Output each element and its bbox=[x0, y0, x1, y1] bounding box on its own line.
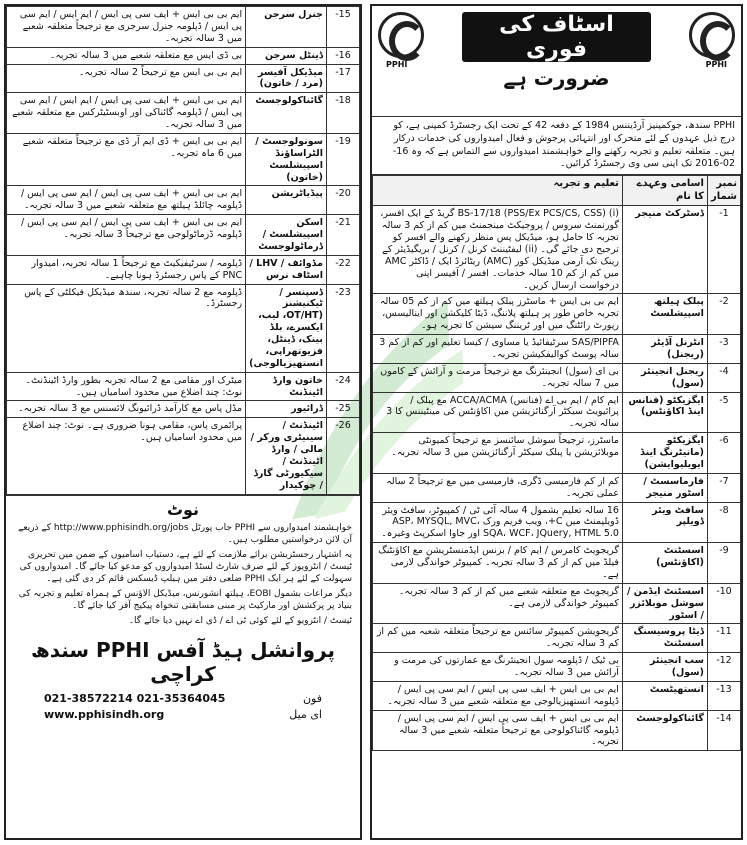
cell-post: سافٹ ویئر ڈویلپر bbox=[622, 502, 707, 543]
cell-edu: مڈل پاس مع کارآمد ڈرائیونگ لائسنس مع 3 سالہ تجربہ۔ bbox=[7, 401, 246, 418]
cell-num: 24- bbox=[327, 372, 360, 401]
cell-num: 8- bbox=[707, 502, 740, 543]
table-row bbox=[7, 401, 360, 418]
note-item: ٹیسٹ / انٹرویو کے لئے کوئی ٹی اے / ڈی اے نہیں دیا جائے گا۔ bbox=[128, 616, 352, 627]
table-row bbox=[7, 93, 360, 134]
contact-info bbox=[14, 692, 352, 721]
table-row bbox=[7, 255, 360, 284]
cell-edu: ایم بی بی ایس مع ترجیحاً 2 سالہ تجربہ۔ bbox=[7, 64, 246, 93]
cell-num: 23- bbox=[327, 284, 360, 372]
table-row bbox=[7, 372, 360, 401]
email-label: ای میل bbox=[289, 707, 322, 721]
cell-edu: ایم بی بی ایس + ایف سی پی ایس / ایم سی پی ایس / ڈپلومہ چائلڈ ہیلتھ مع متعلقہ شعبے میں 3 سالہ تجربہ۔ bbox=[7, 186, 246, 215]
website-link[interactable]: www.pphisindh.org bbox=[44, 707, 165, 721]
cell-post: میڈیکل آفیسر (مرد / خاتون) bbox=[246, 64, 327, 93]
cell-post: اٹینڈنٹ / سینیٹری ورکر / مالی / وارڈ اٹینڈنٹ / سیکیورٹی گارڈ / چوکیدار bbox=[246, 418, 327, 494]
cell-num: 7- bbox=[707, 473, 740, 502]
cell-num: 1- bbox=[707, 206, 740, 294]
table-row bbox=[7, 418, 360, 494]
cell-edu: ایم بی بی ایس + ڈی ایم آر ڈی مع ترجیحاً متعلقہ شعبے میں 6 ماہ تجربہ۔ bbox=[7, 133, 246, 186]
phone-numbers: 021-38572214 021-35364045 bbox=[44, 691, 226, 705]
cell-edu: بی ای (سول) انجینئرنگ مع ترجیحاً مرمت و آرائش کے کاموں میں 7 سالہ تجربہ۔ bbox=[373, 363, 623, 392]
cell-post: ایگزیکٹو (فنانس اینڈ اکاؤنٹس) bbox=[622, 392, 707, 433]
cell-post: انٹرنل آڈیٹر (ریجنل) bbox=[622, 335, 707, 364]
table-row bbox=[373, 681, 741, 710]
cell-edu: کم از کم فارمیسی ڈگری، فارمیسی میں مع ترجیحاً 2 سالہ عملی تجربہ۔ bbox=[373, 473, 623, 502]
cell-edu: SAS/PIPFA سرٹیفائیڈ یا مساوی / کیسا تعلیم اور کم از کم 3 سالہ پوسٹ کوالیفکیشن تجربہ۔ bbox=[373, 335, 623, 364]
cell-post: ایگزیکٹو (مانیٹرنگ اینڈ ایویلیوایشن) bbox=[622, 433, 707, 474]
cell-post: ڈرائیور bbox=[246, 401, 327, 418]
table-row bbox=[7, 133, 360, 186]
cell-edu: گریجویشن کمپیوٹر سائنس مع ترجیحاً متعلقہ شعبہ میں کم از کم 3 سالہ تجربہ۔ bbox=[373, 624, 623, 653]
note-item: خواہشمند امیدواروں سے PPHI جاب پورٹل http://www.pphisindh.org/jobs کے ذریعے آن لائن درخواستیں مطلوب ہیں۔ bbox=[18, 522, 352, 545]
table-row bbox=[7, 47, 360, 64]
cell-num: 17- bbox=[327, 64, 360, 93]
table-row bbox=[373, 433, 741, 474]
cell-post: اسسٹنٹ ایڈمن / سوشل موبلائزر / اسٹور bbox=[622, 583, 707, 624]
cell-num: 4- bbox=[707, 363, 740, 392]
cell-edu: ایم بی بی ایس + ایف سی پی ایس / ایم سی پی ایس / ڈپلومہ انستھیزیالوجی مع متعلقہ شعبے میں 3 سالہ تجربہ۔ bbox=[373, 681, 623, 710]
col-header-num: نمبر شمار bbox=[707, 176, 740, 206]
cell-edu: ڈپلومہ مع 2 سالہ تجربہ، سندھ میڈیکل فیکلٹی کے پاس رجسٹرڈ۔ bbox=[7, 284, 246, 372]
table-row bbox=[373, 624, 741, 653]
table-row bbox=[7, 215, 360, 256]
cell-num: 11- bbox=[707, 624, 740, 653]
table-row bbox=[373, 710, 741, 751]
logo-text: PPHI bbox=[705, 60, 727, 69]
cell-num: 12- bbox=[707, 653, 740, 682]
headline bbox=[462, 12, 651, 90]
cell-num: 14- bbox=[707, 710, 740, 751]
table-row bbox=[373, 363, 741, 392]
cell-post: فارماسسٹ / اسٹور منیجر bbox=[622, 473, 707, 502]
cell-num: 13- bbox=[707, 681, 740, 710]
cell-num: 6- bbox=[707, 433, 740, 474]
table-row bbox=[373, 335, 741, 364]
cell-post: جنرل سرجن bbox=[246, 7, 327, 48]
cell-num: 9- bbox=[707, 543, 740, 584]
ad-header bbox=[372, 6, 741, 117]
cell-num: 16- bbox=[327, 47, 360, 64]
cell-post: خاتون وارڈ اٹینڈنٹ bbox=[246, 372, 327, 401]
cell-edu: ایم بی بی ایس + ایف سی پی ایس / ایم ایس / ایم سی پی ایس / ڈپلومہ گائناکی اور اوبسٹیٹرکس مع متعلقہ شعبے میں 3 سالہ تجربہ۔ bbox=[7, 93, 246, 134]
positions-table bbox=[372, 175, 741, 751]
note-item: یہ اشتہار رجسٹریشن برائے ملازمت کے لئے ہے، دستیاب اسامیوں کے ضمن میں تحریری ٹیسٹ / انٹرویوز کے لئے صرف شارٹ لسٹڈ امیدواروں کو مدعو کیا جائے گا۔ امیدواروں کی سہولت کے لئے ہر ایک PPHI ضلعی دفتر میں ہیلپ ڈیسکس قائم کر دی گئی ہے۔ bbox=[19, 549, 352, 585]
cell-num: 20- bbox=[327, 186, 360, 215]
table-row bbox=[7, 7, 360, 48]
cell-edu: ایم کام / ایم بی اے (فنانس) ACCA/ACMA مع پبلک / پرائیویٹ سیکٹر آرگنائزیشن میں اکاؤنٹس کی مینٹیننس کا 3 سالہ تجربہ۔ bbox=[373, 392, 623, 433]
logo-text: PPHI bbox=[386, 60, 408, 69]
cell-num: 18- bbox=[327, 93, 360, 134]
headline-line2: ضرورت ہے bbox=[503, 66, 610, 90]
cell-post: ڈیٹا پروسیسنگ اسسٹنٹ bbox=[622, 624, 707, 653]
phone-label: فون bbox=[302, 691, 322, 705]
table-row bbox=[373, 583, 741, 624]
cell-num: 25- bbox=[327, 401, 360, 418]
cell-post: اسسٹنٹ (اکاؤنٹس) bbox=[622, 543, 707, 584]
cell-post: ریجنل انجینئر (سول) bbox=[622, 363, 707, 392]
cell-num: 2- bbox=[707, 294, 740, 335]
notes-section bbox=[6, 495, 360, 728]
cell-num: 19- bbox=[327, 133, 360, 186]
cell-num: 26- bbox=[327, 418, 360, 494]
cell-post: سب انجینئر (سول) bbox=[622, 653, 707, 682]
cell-post: ڈسپنسر / ٹیکنیشنز (OT/HT، لیب، ایکسرے، بلڈ بینک، ڈینٹل، فزیوتھراپی، انستھیزیالوجی) bbox=[246, 284, 327, 372]
table-row bbox=[7, 64, 360, 93]
cell-num: 15- bbox=[327, 7, 360, 48]
cell-edu: بی ٹیک / ڈپلومہ سول انجینئرنگ مع عمارتوں کی مرمت و آرائش میں 3 سالہ تجربہ۔ bbox=[373, 653, 623, 682]
col-header-edu: تعلیم و تجربہ bbox=[373, 176, 623, 206]
cell-edu: (i) BS-17/18 (PSS/Ex PCS/CS, CSS) گریڈ کے ایک افسر، گورنمنٹ سروس / پروجیکٹ مینجمنٹ میں کم از کم 3 سالہ تجربہ کا حامل ہو، میڈیکل پس منظر رکھنے والے افسر کو ترجیح دی جائے گی۔ (ii) لیفٹیننٹ کرنل / کرنل / بریگیڈیئر کے رینک تک آرمی میڈیکل کور (AMC) ریٹائرڈ ایک / ڈاکٹر AMC میں کم از کم 10 سالہ خدمات۔ افسر / آفیسر اپنی درخواست ارسال کریں۔ bbox=[373, 206, 623, 294]
notes-title: نوٹ bbox=[166, 499, 200, 519]
cell-post: ڈسٹرکٹ منیجر bbox=[622, 206, 707, 294]
cell-edu: ایم بی بی ایس + ایف سی پی ایس / ایم سی پی ایس / ڈپلومہ ڈرماٹولوجی مع ترجیحاً 3 سالہ تجربہ۔ bbox=[7, 215, 246, 256]
cell-edu: ایم بی بی ایس + ایف سی پی ایس / ایم سی پی ایس / ڈپلومہ گائناکولوجی مع ترجیحاً متعلقہ شعبے میں 3 سالہ تجربہ۔ bbox=[373, 710, 623, 751]
cell-edu: 16 سالہ تعلیم بشمول 4 سالہ آئی ٹی / کمپیوٹر، سافٹ ویئر ڈویلپمنٹ میں C+، ویب فریم ورک ASP، MYSQL, MVC، SQA، WCF، JQuery, HTML 5.0 اور جاوا اسکرپٹ وغیرہ۔ bbox=[373, 502, 623, 543]
table-row bbox=[373, 206, 741, 294]
positions-table-continued bbox=[6, 6, 360, 495]
cell-post: ڈینٹل سرجن bbox=[246, 47, 327, 64]
cell-post: مڈوائف / LHV / اسٹاف نرس bbox=[246, 255, 327, 284]
col-header-post: اسامی وعہدے کا نام bbox=[622, 176, 707, 206]
cell-edu: ڈپلومہ / سرٹیفیکیٹ مع ترجیحاً 1 سالہ تجربہ، امیدوار PNC کے پاس رجسٹرڈ ہونا چاہیے۔ bbox=[7, 255, 246, 284]
table-row bbox=[373, 294, 741, 335]
table-row bbox=[373, 473, 741, 502]
cell-post: سونولوجسٹ / الٹراساؤنڈ اسپیشلسٹ (خاتون) bbox=[246, 133, 327, 186]
table-row bbox=[373, 502, 741, 543]
cell-edu: ایم بی بی ایس + ایف سی پی ایس / ایم ایس / ایم سی پی ایس / ڈپلومہ جنرل سرجری مع ترجیحاً متعلقہ شعبے میں 3 سالہ تجربہ۔ bbox=[7, 7, 246, 48]
cell-edu: ماسٹرز، ترجیحاً سوشل سائنسز مع ترجیحاً کمیونٹی موبلائزیشن یا پبلک سیکٹر آرگنائزیشن میں 3 سالہ تجربہ۔ bbox=[373, 433, 623, 474]
cell-edu: ایم بی بی ایس + ماسٹرز پبلک ہیلتھ میں کم از کم 05 سالہ تجربہ خاص طور پر ہیلتھ پلاننگ، ڈیٹا کلیکشن اور اینالیسس، رپورٹ رائٹنگ میں اور ٹریننگ سیشن کا تجربہ ہو۔ bbox=[373, 294, 623, 335]
cell-edu: بی ڈی ایس مع متعلقہ شعبے میں 3 سالہ تجربہ۔ bbox=[7, 47, 246, 64]
cell-post: پیڈیاٹریشن bbox=[246, 186, 327, 215]
cell-post: انستھیٹسٹ bbox=[622, 681, 707, 710]
cell-post: اسکن اسپیشلسٹ / ڈرماٹولوجسٹ bbox=[246, 215, 327, 256]
table-row bbox=[373, 653, 741, 682]
pphi-logo-icon bbox=[689, 12, 735, 58]
table-row bbox=[7, 284, 360, 372]
intro-text: PPHI سندھ، جوکمپنیز آرڈیننس 1984 کے دفعہ 42 کے تحت ایک رجسٹرڈ کمپنی ہے، کو درج ذیل عہدوں کے لئے متحرک اور انتہائی پرجوش و فعال امیدواروں کی خدمات درکار ہیں۔ متعلقہ تعلیم و تجربہ رکھنے والے خواہشمند امیدواروں سے التماس ہے کہ وہ 16-02-2016 تک اپنی سی وی رجسٹرڈ کرائیں۔ bbox=[372, 117, 741, 175]
table-row bbox=[373, 392, 741, 433]
cell-num: 22- bbox=[327, 255, 360, 284]
right-column bbox=[370, 4, 743, 840]
office-name: پروانشل ہیڈ آفس PPHI سندھ کراچی bbox=[30, 637, 336, 686]
cell-num: 5- bbox=[707, 392, 740, 433]
pphi-logo-icon bbox=[378, 12, 424, 58]
note-item: دیگر مراعات بشمول EOBI، ہیلتھ انشورنس، میڈیکل الاؤنس کے ہمراہ تعلیم و تجربہ کی بنیاد پر پرکشش اور مارکیٹ پر مبنی مسابقتی تنخواہ پیکیج آفر کیا جائے گا۔ bbox=[18, 589, 352, 612]
left-column bbox=[4, 4, 362, 840]
cell-edu: گریجویٹ مع متعلقہ شعبے میں کم از کم 3 سالہ تجربہ۔ کمپیوٹر خواندگی لازمی ہے۔ bbox=[373, 583, 623, 624]
cell-num: 3- bbox=[707, 335, 740, 364]
cell-post: گائناکولوجسٹ bbox=[246, 93, 327, 134]
table-row bbox=[7, 186, 360, 215]
cell-edu: میٹرک اور مقامی مع 2 سالہ تجربہ بطور وارڈ اٹینڈنٹ۔ نوٹ: چند اضلاع میں محدود اسامیاں ہیں۔ bbox=[7, 372, 246, 401]
table-row bbox=[373, 543, 741, 584]
headline-line1: اسٹاف کی فوری bbox=[462, 12, 651, 62]
cell-edu: پرائمری پاس، مقامی ہونا ضروری ہے۔ نوٹ: چند اضلاع میں محدود اسامیاں ہیں۔ bbox=[7, 418, 246, 494]
cell-post: پبلک ہیلتھ اسپیشلسٹ bbox=[622, 294, 707, 335]
cell-post: گائناکولوجسٹ bbox=[622, 710, 707, 751]
cell-num: 21- bbox=[327, 215, 360, 256]
cell-num: 10- bbox=[707, 583, 740, 624]
cell-edu: گریجویٹ کامرس / ایم کام / بزنس ایڈمنسٹریشن مع اکاؤنٹنگ فیلڈ میں کم از کم 3 سالہ تجربہ۔ کمپیوٹر خواندگی لازمی ہے۔ bbox=[373, 543, 623, 584]
